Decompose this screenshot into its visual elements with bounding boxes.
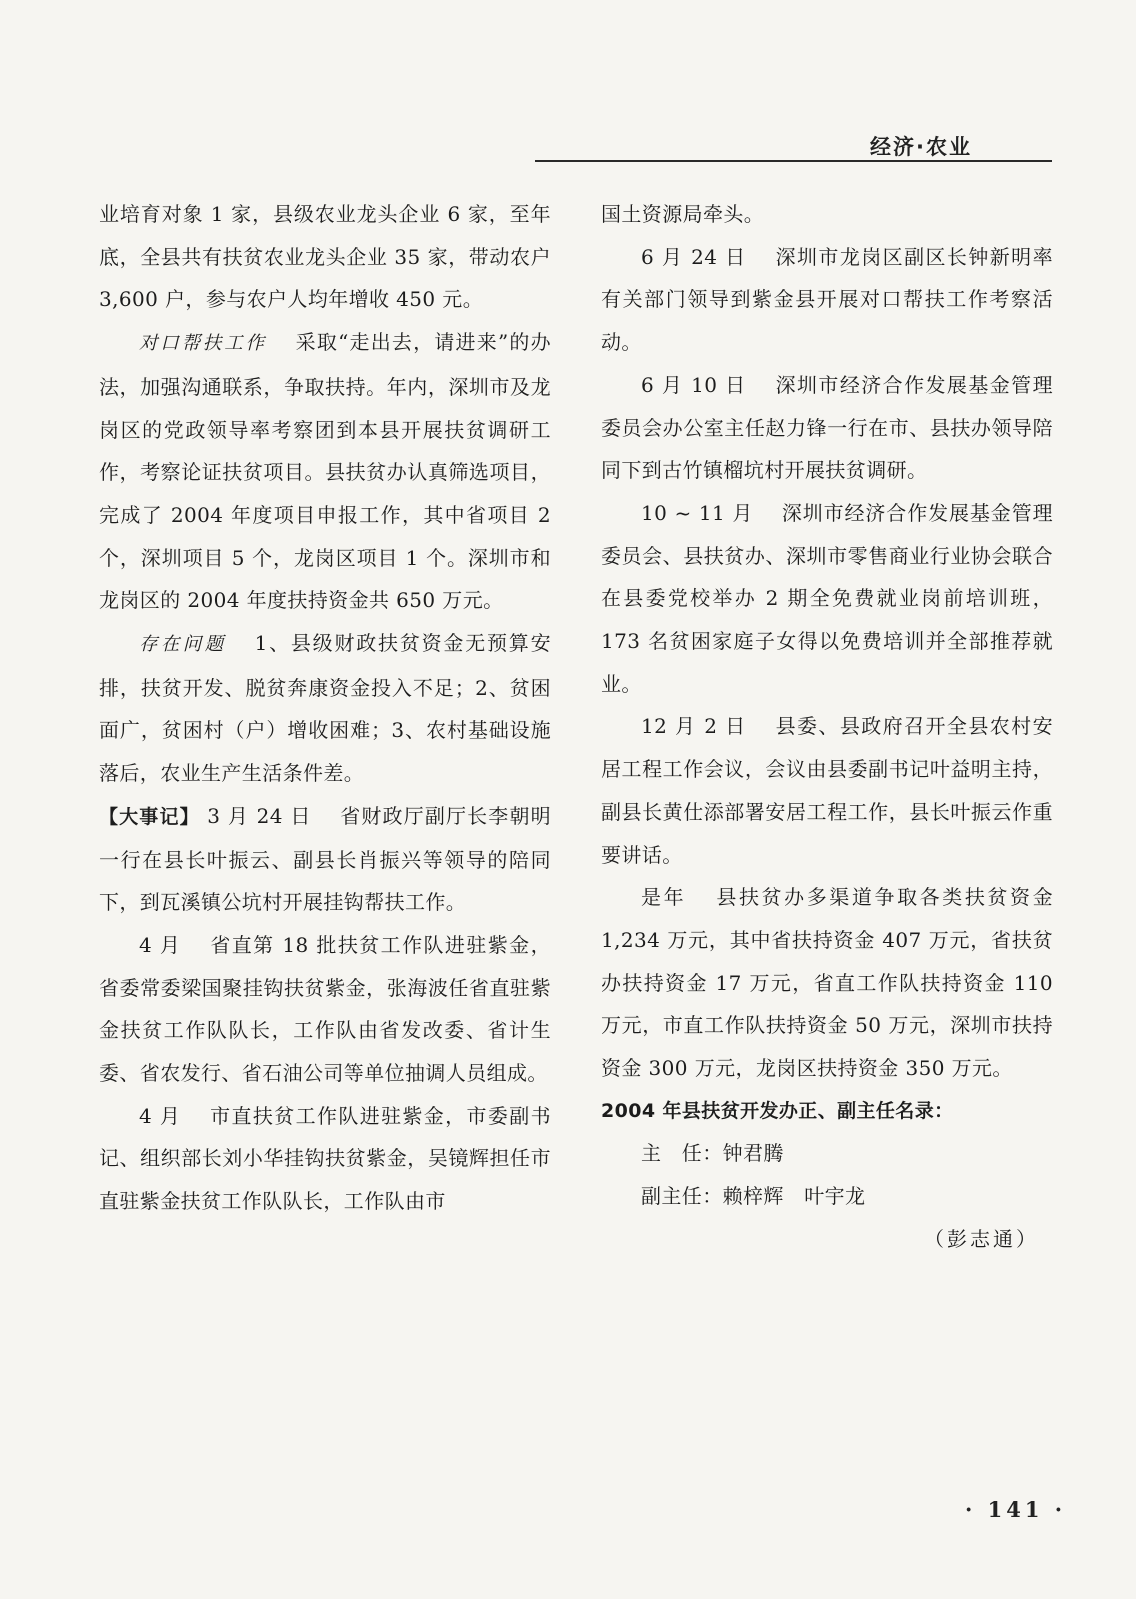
roster-director [601, 1132, 1053, 1175]
paragraph-existing-problems [99, 622, 551, 795]
event-dec-2 [601, 705, 1053, 876]
continuation-text: 国土资源局牵头。 [601, 202, 765, 226]
director-label: 主 任： [641, 1141, 723, 1166]
page-number: · 141 · [965, 1497, 1067, 1522]
event-body: 市直扶贫工作队进驻紫金，市委副书记、组织部长刘小华挂钩扶贫紫金，吴镜辉担任市直驻紫金扶贫工作队队长，工作队由市 [99, 1103, 551, 1214]
event-date: 10 ~ 11 月 [641, 500, 754, 525]
event-jun-10 [601, 364, 1053, 492]
paired-assistance-body: 采取“走出去，请进来”的办法，加强沟通联系，争取扶持。年内，深圳市及龙岗区的党政领导率考察团到本县开展扶贫调研工作，考察论证扶贫项目。县扶贫办认真筛选项目，完成了 2004 年度项目申报工作，其中省项目 2 个，深圳项目 5 个，龙岗区项目 1 个。深圳市和龙岗区的 2004 年度扶持资金共 650 万元。 [99, 330, 551, 613]
paragraph-paired-assistance [99, 321, 551, 622]
subheading-paired-assistance: 对口帮扶工作 [139, 333, 267, 355]
right-column [601, 193, 1053, 1261]
event-date: 12 月 2 日 [641, 714, 747, 739]
event-apr-provincial [99, 924, 551, 1095]
director-name: 钟君腾 [722, 1141, 784, 1166]
events-label: 【大事记】 [99, 805, 200, 828]
event-body: 县扶贫办多渠道争取各类扶贫资金 1,234 万元，其中省扶持资金 407 万元，省扶贫办扶持资金 17 万元，省直工作队扶持资金 110 万元，市直工作队扶持资金 50 万元，深圳市扶持资金 300 万元，龙岗区扶持资金 350 万元。 [601, 885, 1053, 1081]
header-rule [535, 160, 1052, 162]
existing-problems-body: 1、县级财政扶贫资金无预算安排，扶贫开发、脱贫奔康资金投入不足；2、贫困面广，贫困村（户）增收困难；3、农村基础设施落后，农业生产生活条件差。 [99, 631, 551, 786]
deputy-label: 副主任： [641, 1184, 723, 1209]
roster-title: 2004 年县扶贫开发办正、副主任名录： [601, 1099, 954, 1122]
author-credit: （彭志通） [924, 1226, 1039, 1251]
subheading-existing-problems: 存在问题 [139, 634, 227, 656]
event-jun-24 [601, 236, 1053, 364]
event-this-year [601, 876, 1053, 1090]
deputy-names: 赖梓辉 叶宇龙 [722, 1184, 866, 1209]
roster-deputy [601, 1175, 1053, 1218]
event-date: 3 月 24 日 [207, 803, 312, 828]
event-apr-municipal [99, 1095, 551, 1223]
event-body: 深圳市经济合作发展基金管理委员会、县扶贫办、深圳市零售商业行业协会联合在县委党校举办 2 期全免费就业岗前培训班，173 名贫困家庭子女得以免费培训并全部推荐就业。 [601, 500, 1053, 696]
section-header: 经济·农业 [870, 135, 972, 159]
event-date: 6 月 24 日 [641, 244, 747, 269]
event-date: 4 月 [139, 1103, 182, 1128]
event-body: 深圳市经济合作发展基金管理委员会办公室主任赵力锋一行在市、县扶办领导陪同下到古竹镇榴坑村开展扶贫调研。 [601, 372, 1053, 483]
event-body: 省财政厅副厅长李朝明一行在县长叶振云、副县长肖振兴等领导的陪同下，到瓦溪镇公坑村开展挂钩帮扶工作。 [99, 803, 551, 915]
event-date: 是年 [641, 885, 687, 910]
event-mar-24 [99, 795, 551, 924]
event-body: 省直第 18 批扶贫工作队进驻紫金，省委常委梁国聚挂钩扶贫紫金，张海波任省直驻紫金扶贫工作队队长，工作队由省发改委、省计生委、省农发行、省石油公司等单位抽调人员组成。 [99, 932, 551, 1086]
event-body: 深圳市龙岗区副区长钟新明率有关部门领导到紫金县开展对口帮扶工作考察活动。 [601, 244, 1053, 355]
event-oct-nov [601, 492, 1053, 706]
event-body: 县委、县政府召开全县农村安居工程工作会议，会议由县委副书记叶益明主持，副县长黄仕添部署安居工程工作，县长叶振云作重要讲话。 [601, 714, 1053, 867]
paragraph-agri-enterprises: 业培育对象 1 家，县级农业龙头企业 6 家，至年底，全县共有扶贫农业龙头企业 35 家，带动农户 3,600 户，参与农户人均年增收 450 元。 [99, 202, 551, 312]
event-date: 4 月 [139, 932, 182, 957]
event-date: 6 月 10 日 [641, 372, 747, 397]
left-column [99, 193, 551, 1223]
